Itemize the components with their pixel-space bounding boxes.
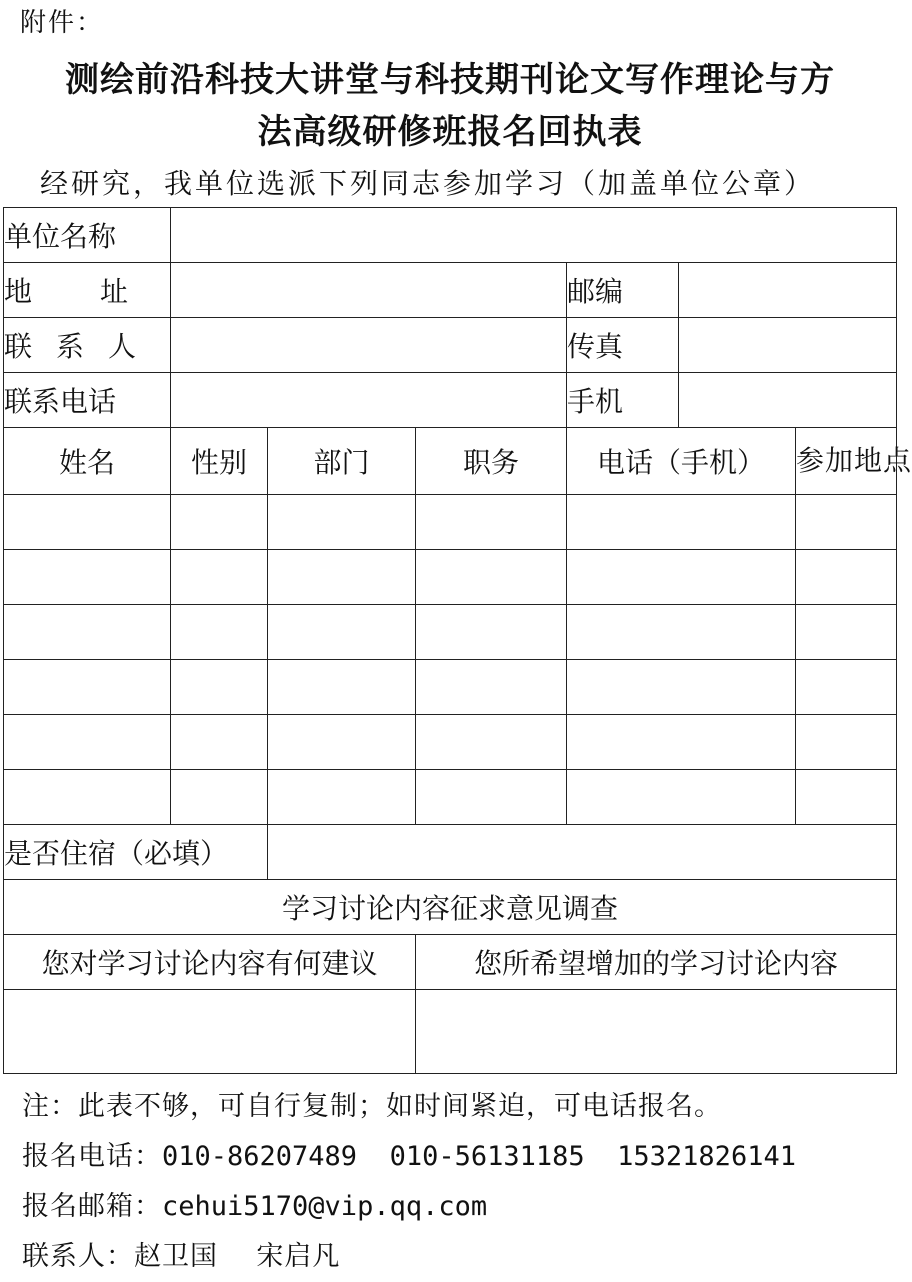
- suggestion-field[interactable]: [4, 990, 416, 1074]
- unit-name-label: 单位名称: [4, 208, 171, 263]
- survey-title: 学习讨论内容征求意见调查: [4, 880, 897, 935]
- participant-gender-cell[interactable]: [171, 550, 268, 605]
- contact-person-names: 赵卫国 宋启凡: [134, 1241, 341, 1272]
- participant-department-cell[interactable]: [268, 660, 416, 715]
- participant-location-cell[interactable]: [796, 550, 897, 605]
- participant-department-cell[interactable]: [268, 550, 416, 605]
- participant-row: [4, 495, 897, 550]
- copy-note: 注：此表不够，可自行复制；如时间紧迫，可电话报名。: [22, 1091, 722, 1122]
- participant-name-cell[interactable]: [4, 550, 171, 605]
- participant-row: [4, 715, 897, 770]
- wish-label: 您所希望增加的学习讨论内容: [416, 935, 897, 990]
- participant-row: [4, 550, 897, 605]
- col-header-location: 参加地点: [796, 428, 897, 495]
- unit-name-row: [4, 208, 897, 263]
- address-row: [4, 263, 897, 318]
- registration-phone-numbers: 010-86207489 010-56131185 15321826141: [162, 1141, 796, 1172]
- participant-row: [4, 770, 897, 825]
- participant-position-cell[interactable]: [416, 715, 567, 770]
- participant-gender-cell[interactable]: [171, 770, 268, 825]
- form-title-line-1: 测绘前沿科技大讲堂与科技期刊论文写作理论与方: [65, 60, 835, 100]
- participant-name-cell[interactable]: [4, 715, 171, 770]
- col-header-phone: 电话（手机）: [567, 428, 796, 495]
- participant-department-cell[interactable]: [268, 605, 416, 660]
- postcode-label: 邮编: [567, 263, 679, 318]
- participant-row: [4, 660, 897, 715]
- participant-location-cell[interactable]: [796, 605, 897, 660]
- col-header-position: 职务: [416, 428, 567, 495]
- mobile-field[interactable]: [679, 373, 897, 428]
- participant-department-cell[interactable]: [268, 715, 416, 770]
- contact-field[interactable]: [171, 318, 567, 373]
- participant-location-cell[interactable]: [796, 495, 897, 550]
- postcode-field[interactable]: [679, 263, 897, 318]
- participant-position-cell[interactable]: [416, 660, 567, 715]
- suggestion-label: 您对学习讨论内容有何建议: [4, 935, 416, 990]
- registration-phone-label: 报名电话：: [22, 1141, 162, 1172]
- participant-phone-cell[interactable]: [567, 660, 796, 715]
- participant-gender-cell[interactable]: [171, 660, 268, 715]
- accommodation-label: 是否住宿（必填）: [4, 825, 268, 880]
- participant-location-cell[interactable]: [796, 660, 897, 715]
- participant-name-cell[interactable]: [4, 605, 171, 660]
- mobile-label: 手机: [567, 373, 679, 428]
- participant-name-cell[interactable]: [4, 495, 171, 550]
- registration-form-table: [3, 207, 912, 1074]
- registration-email-label: 报名邮箱：: [22, 1191, 162, 1222]
- contact-label: 联系人: [4, 318, 171, 373]
- attachment-label: 附件：: [20, 8, 105, 38]
- participant-phone-cell[interactable]: [567, 770, 796, 825]
- registration-phone-line: [22, 1132, 892, 1182]
- participant-name-cell[interactable]: [4, 770, 171, 825]
- participant-gender-cell[interactable]: [171, 605, 268, 660]
- notes-section: [22, 1082, 892, 1282]
- fax-label: 传真: [567, 318, 679, 373]
- intro-text: 经研究，我单位选派下列同志参加学习（加盖单位公章）: [40, 167, 816, 200]
- participant-position-cell[interactable]: [416, 550, 567, 605]
- survey-header-row: [4, 935, 897, 990]
- participant-location-cell[interactable]: [796, 770, 897, 825]
- form-title-line-2: 法高级研修班报名回执表: [257, 112, 643, 152]
- participant-phone-cell[interactable]: [567, 715, 796, 770]
- wish-field[interactable]: [416, 990, 897, 1074]
- address-field[interactable]: [171, 263, 567, 318]
- participant-department-cell[interactable]: [268, 495, 416, 550]
- contact-person-label: 联系人：: [22, 1241, 134, 1272]
- participant-position-cell[interactable]: [416, 605, 567, 660]
- address-label: 地址: [4, 263, 171, 318]
- phone-label: 联系电话: [4, 373, 171, 428]
- phone-row: [4, 373, 897, 428]
- registration-email-line: [22, 1182, 892, 1232]
- participant-phone-cell[interactable]: [567, 550, 796, 605]
- contact-person-line: [22, 1232, 892, 1282]
- participant-name-cell[interactable]: [4, 660, 171, 715]
- col-header-department: 部门: [268, 428, 416, 495]
- survey-answer-row: [4, 990, 897, 1074]
- registration-email-link[interactable]: cehui5170@vip.qq.com: [162, 1191, 488, 1222]
- participant-position-cell[interactable]: [416, 770, 567, 825]
- participant-location-cell[interactable]: [796, 715, 897, 770]
- participant-position-cell[interactable]: [416, 495, 567, 550]
- participant-gender-cell[interactable]: [171, 715, 268, 770]
- survey-title-row: [4, 880, 897, 935]
- accommodation-row: [4, 825, 897, 880]
- participant-phone-cell[interactable]: [567, 495, 796, 550]
- participant-department-cell[interactable]: [268, 770, 416, 825]
- participant-phone-cell[interactable]: [567, 605, 796, 660]
- unit-name-field[interactable]: [171, 208, 897, 263]
- participant-row: [4, 605, 897, 660]
- phone-field[interactable]: [171, 373, 567, 428]
- col-header-gender: 性别: [171, 428, 268, 495]
- accommodation-field[interactable]: [268, 825, 897, 880]
- fax-field[interactable]: [679, 318, 897, 373]
- participants-header-row: [4, 428, 897, 495]
- participant-gender-cell[interactable]: [171, 495, 268, 550]
- contact-row: [4, 318, 897, 373]
- col-header-name: 姓名: [4, 428, 171, 495]
